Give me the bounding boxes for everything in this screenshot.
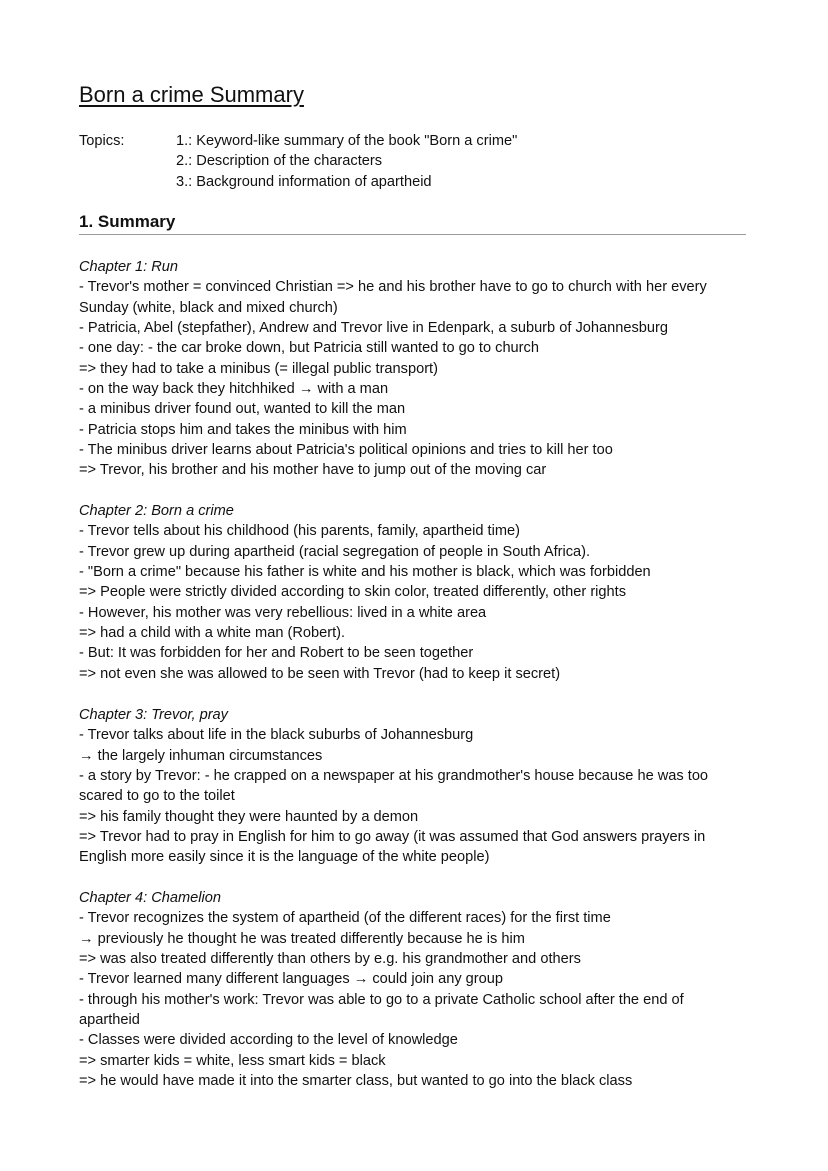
- chapter-line: scared to go to the toilet: [79, 788, 235, 805]
- chapter-line: → previously he thought he was treated differently because he is him: [79, 930, 525, 947]
- chapter-line: English more easily since it is the language of the white people): [79, 849, 490, 866]
- chapter-line: - one day: - the car broke down, but Patricia still wanted to go to church: [79, 340, 539, 357]
- chapter-line: - Trevor tells about his childhood (his parents, family, apartheid time): [79, 523, 520, 540]
- chapter-title: Chapter 3: Trevor, pray: [79, 707, 228, 723]
- chapter-2: [79, 501, 751, 684]
- chapter-line: - Trevor learned many different languages → could join any group: [79, 971, 504, 988]
- chapter-line: - Trevor recognizes the system of apartheid (of the different races) for the first time: [79, 910, 611, 927]
- chapter-line: - on the way back they hitchhiked → with a man: [79, 381, 389, 398]
- chapter-line: - "Born a crime" because his father is white and his mother is black, which was forbidden: [79, 564, 651, 581]
- chapter-title: Chapter 4: Chamelion: [79, 890, 221, 906]
- chapter-line: => was also treated differently than others by e.g. his grandmother and others: [79, 951, 581, 968]
- chapter-1: [79, 257, 751, 481]
- chapter-line: → the largely inhuman circumstances: [79, 747, 323, 764]
- chapter-line: - a minibus driver found out, wanted to kill the man: [79, 401, 406, 418]
- chapter-line: => Trevor, his brother and his mother have to jump out of the moving car: [79, 462, 547, 479]
- chapter-line: => People were strictly divided according to skin color, treated differently, other rights: [79, 584, 627, 601]
- chapter-line: => had a child with a white man (Robert).: [79, 625, 346, 642]
- chapter-line: - However, his mother was very rebellious: lived in a white area: [79, 604, 487, 621]
- chapter-line: - Patricia stops him and takes the minibus with him: [79, 421, 407, 438]
- chapter-line: - Classes were divided according to the level of knowledge: [79, 1032, 458, 1049]
- chapter-line: - through his mother's work: Trevor was able to go to a private Catholic school after the end of: [79, 991, 684, 1008]
- chapter-line: - Patricia, Abel (stepfather), Andrew and Trevor live in Edenpark, a suburb of Johannesburg: [79, 320, 668, 337]
- chapter-4: [79, 888, 751, 1091]
- section-heading-summary: 1. Summary: [79, 212, 746, 235]
- chapter-line: - But: It was forbidden for her and Robert to be seen together: [79, 645, 474, 662]
- chapter-line: Sunday (white, black and mixed church): [79, 299, 338, 316]
- topic-item: 2.: Description of the characters: [176, 153, 383, 170]
- chapter-line: - a story by Trevor: - he crapped on a newspaper at his grandmother's house because he was too: [79, 768, 709, 785]
- chapter-line: => not even she was allowed to be seen with Trevor (had to keep it secret): [79, 665, 561, 682]
- chapter-line: - Trevor talks about life in the black suburbs of Johannesburg: [79, 727, 474, 744]
- topics-list: [176, 131, 776, 192]
- topics-label: Topics:: [79, 133, 125, 149]
- chapter-title: Chapter 1: Run: [79, 259, 178, 275]
- chapter-line: => Trevor had to pray in English for him to go away (it was assumed that God answers prayers in: [79, 829, 706, 846]
- topic-item: 1.: Keyword-like summary of the book "Born a crime": [176, 133, 518, 149]
- document-title: Born a crime Summary: [79, 82, 304, 107]
- chapter-line: => they had to take a minibus (= illegal public transport): [79, 360, 438, 377]
- chapter-line: => he would have made it into the smarter class, but wanted to go into the black class: [79, 1073, 633, 1090]
- topic-item: 3.: Background information of apartheid: [176, 173, 432, 190]
- chapter-3: [79, 705, 751, 868]
- chapter-line: => smarter kids = white, less smart kids = black: [79, 1052, 386, 1069]
- chapter-title: Chapter 2: Born a crime: [79, 503, 234, 519]
- chapter-line: - The minibus driver learns about Patricia's political opinions and tries to kill her too: [79, 442, 613, 459]
- chapter-line: => his family thought they were haunted by a demon: [79, 808, 419, 825]
- chapter-line: - Trevor grew up during apartheid (racial segregation of people in South Africa).: [79, 543, 591, 560]
- chapter-line: apartheid: [79, 1012, 140, 1029]
- chapter-line: - Trevor's mother = convinced Christian => he and his brother have to go to church with her every: [79, 279, 707, 296]
